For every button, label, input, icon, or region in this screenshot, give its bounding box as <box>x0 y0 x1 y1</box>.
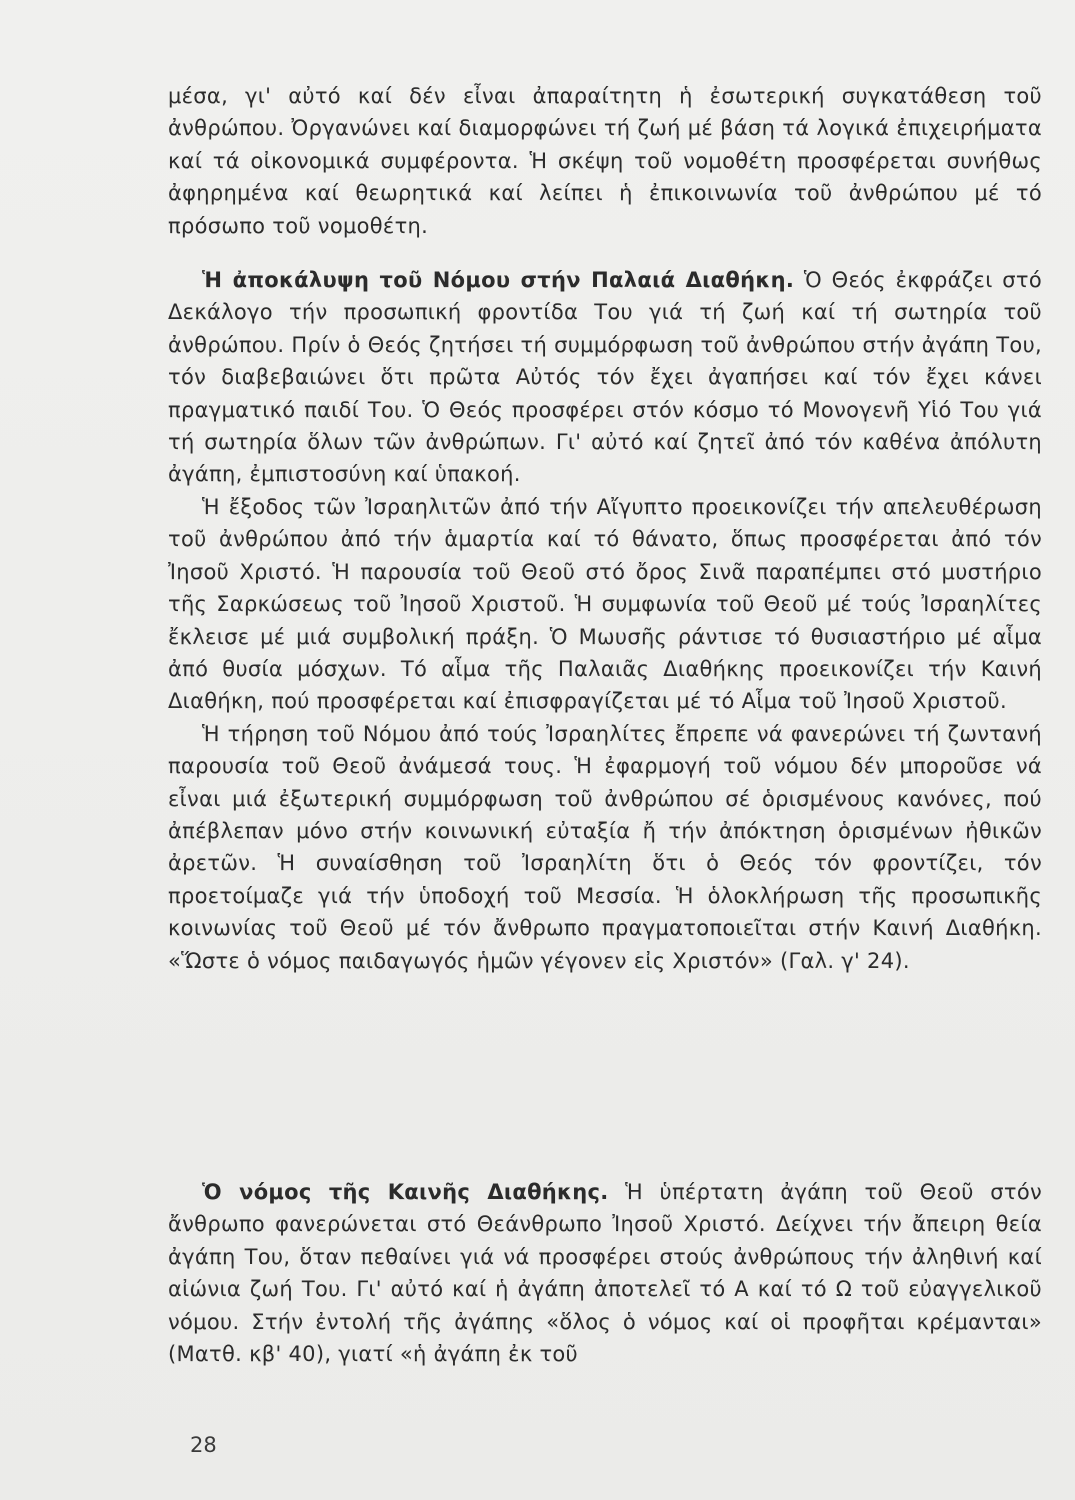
paragraph-new-testament-text: Ἡ ὑπέρτατη ἀγάπη τοῦ Θεοῦ στόν ἄνθρωπο φανερώνεται στό Θεάνθρωπο Ἰησοῦ Χριστό. Δείχνει τήν ἄπειρη θεία ἀγάπη Του, ὅταν πεθαίνει γιά νά προσφέρει στούς ἀνθρώπους τήν ἀληθινή καί αἰώνια ζωή Του. Γι' αὐτό καί ἡ ἀγάπη ἀποτελεῖ τό Α καί τό Ω τοῦ εὐαγγελικοῦ νόμου. Στήν ἐντολή τῆς ἀγάπης «ὅλος ὁ νόμος καί οἱ προφῆται κρέμανται» (Ματθ. κβ' 40), γιατί «ἡ ἀγάπη ἐκ τοῦ <box>168 1180 1042 1367</box>
section-heading-new-testament: Ὁ νόμος τῆς Καινῆς Διαθήκης. <box>202 1180 609 1204</box>
paragraph-intro-text: μέσα, γι' αὐτό καί δέν εἶναι ἀπαραίτητη ἡ ἐσωτερική συγκατάθεση τοῦ ἀνθρώπου. Ὀργανώνει καί διαμορφώνει τή ζωή μέ βάση τά λογικά ἐπιχειρήματα καί τά οἰκονομικά συμφέροντα. Ἡ σκέψη τοῦ νομοθέτη προσφέρεται συνήθως ἀφηρημένα καί θεωρητικά καί λείπει ἡ ἐπικοινωνία τοῦ ἀνθρώπου μέ τό πρόσωπο τοῦ νομοθέτη. <box>168 84 1042 238</box>
new-testament-text <box>168 1176 1042 1370</box>
paragraph-old-testament <box>168 264 1042 491</box>
paragraph-old-testament-text: Ὁ Θεός ἐκφράζει στό Δεκάλογο τήν προσωπική φροντίδα Του γιά τή ζωή καί τή σωτηρία τοῦ ἀνθρώπου. Πρίν ὁ Θεός ζητήσει τή συμμόρφωση τοῦ ἀνθρώπου στήν ἀγάπη Του, τόν διαβεβαιώνει ὅτι πρῶτα Αὐτός τόν ἔχει ἀγαπήσει καί τόν ἔχει κάνει πραγματικό παιδί Του. Ὁ Θεός προσφέρει στόν κόσμο τό Μονογενῆ Υἱό Του γιά τή σωτηρία ὅλων τῶν ἀνθρώπων. Γι' αὐτό καί ζητεῖ ἀπό τόν καθένα ἀπόλυτη ἀγάπη, ἐμπιστοσύνη καί ὑπακοή. <box>168 268 1042 487</box>
paragraph-observance <box>168 718 1042 977</box>
paragraph-exodus-text: Ἡ ἔξοδος τῶν Ἰσραηλιτῶν ἀπό τήν Αἴγυπτο προεικονίζει τήν απελευθέρωση τοῦ ἀνθρώπου ἀπό τήν ἁμαρτία καί τό θάνατο, ὅπως προσφέρεται ἀπό τόν Ἰησοῦ Χριστό. Ἡ παρουσία τοῦ Θεοῦ στό ὄρος Σινᾶ παραπέμπει στό μυστήριο τῆς Σαρκώσεως τοῦ Ἰησοῦ Χριστοῦ. Ἡ συμφωνία τοῦ Θεοῦ μέ τούς Ἰσραηλίτες ἔκλεισε μέ μιά συμβολική πράξη. Ὁ Μωυσῆς ράντισε τό θυσιαστήριο μέ αἷμα ἀπό θυσία μόσχων. Τό αἷμα τῆς Παλαιᾶς Διαθήκης προεικονίζει τήν Καινή Διαθήκη, πού προσφέρεται καί ἐπισφραγίζεται μέ τό Αἷμα τοῦ Ἰησοῦ Χριστοῦ. <box>168 494 1042 714</box>
paragraph-new-testament <box>168 1176 1042 1370</box>
page-number: 28 <box>190 1433 217 1457</box>
section-gap <box>168 242 1042 264</box>
section-heading-old-testament: Ἡ ἀποκάλυψη τοῦ Νόμου στήν Παλαιά Διαθήκη. <box>202 268 795 293</box>
paragraph-intro <box>168 80 1042 242</box>
main-text <box>168 80 1042 977</box>
paragraph-observance-text: Ἡ τήρηση τοῦ Νόμου ἀπό τούς Ἰσραηλίτες ἔπρεπε νά φανερώνει τή ζωντανή παρουσία τοῦ Θεοῦ ἀνάμεσά τους. Ἡ ἐφαρμογή τοῦ νόμου δέν μποροῦσε νά εἶναι μιά ἐξωτερική συμμόρφωση τοῦ ἀνθρώπου σέ ὁρισμένους κανόνες, πού ἀπέβλεπαν μόνο στήν κοινωνική εὐταξία ἤ τήν ἀπόκτηση ὁρισμένων ἠθικῶν ἀρετῶν. Ἡ συναίσθηση τοῦ Ἰσραηλίτη ὅτι ὁ Θεός τόν φροντίζει, τόν προετοίμαζε γιά τήν ὑποδοχή τοῦ Μεσσία. Ἡ ὁλοκλήρωση τῆς προσωπικῆς κοινωνίας τοῦ Θεοῦ μέ τόν ἄνθρωπο πραγματοποιεῖται στήν Καινή Διαθήκη. «Ὥστε ὁ νόμος παιδαγωγός ἡμῶν γέγονεν εἰς Χριστόν» (Γαλ. γ' 24). <box>168 721 1042 973</box>
paragraph-exodus <box>168 491 1042 718</box>
